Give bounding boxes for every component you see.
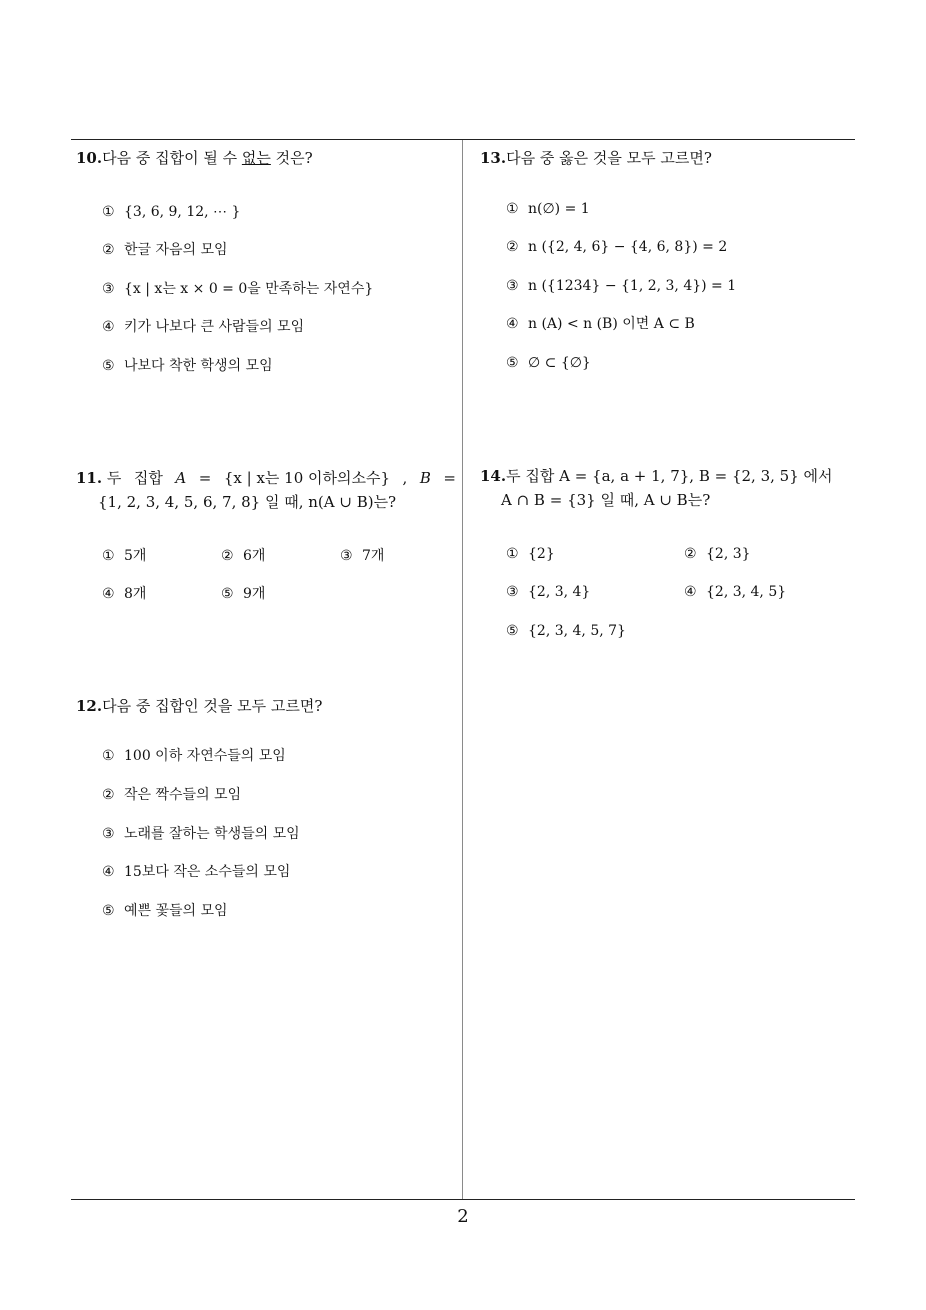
option-3[interactable] — [102, 824, 300, 844]
option-mark: ④ — [506, 316, 519, 332]
option-text: 8개 — [124, 586, 147, 602]
prompt-text: 두 집합 A = {a, a + 1, 7}, B = {2, 3, 5} 에서 — [506, 467, 833, 485]
option-text: {x | x는 x × 0 = 0을 만족하는 자연수} — [124, 281, 374, 297]
option-text: n ({1234} − {1, 2, 3, 4}) = 1 — [528, 278, 737, 294]
option-text: 9개 — [243, 586, 266, 602]
question-14-prompt-line-2: A ∩ B = {3} 일 때, A ∪ B는? — [501, 491, 711, 509]
question-14 — [480, 464, 856, 654]
option-mark: ③ — [506, 584, 519, 600]
option-text: 7개 — [362, 548, 385, 564]
option-text: {2, 3, 4, 5} — [706, 584, 787, 600]
option-mark: ⑤ — [102, 358, 115, 374]
prompt-text: 것은? — [270, 149, 313, 167]
prompt-text: 다음 중 집합이 될 수 — [102, 149, 242, 167]
option-mark: ③ — [102, 826, 115, 842]
option-mark: ③ — [340, 548, 353, 564]
question-11-prompt-line-2: {1, 2, 3, 4, 5, 6, 7, 8} 일 때, n(A ∪ B)는? — [98, 493, 397, 511]
option-mark: ① — [506, 546, 519, 562]
column-divider — [462, 140, 463, 1199]
prompt-token: = — [198, 469, 212, 487]
option-text: 5개 — [124, 548, 147, 564]
question-number: 14. — [480, 467, 507, 485]
option-mark: ② — [102, 787, 115, 803]
option-mark: ② — [102, 242, 115, 258]
option-2[interactable] — [102, 785, 241, 805]
option-mark: ⑤ — [102, 903, 115, 919]
prompt-token: A — [175, 469, 187, 487]
option-5[interactable] — [102, 901, 228, 921]
option-mark: ④ — [102, 319, 115, 335]
option-text: 노래를 잘하는 학생들의 모임 — [124, 826, 300, 842]
prompt-token: {x | x는 10 이하의소수} — [223, 469, 391, 487]
option-mark: ② — [684, 546, 697, 562]
option-text: 15보다 작은 소수들의 모임 — [124, 864, 291, 880]
top-rule — [71, 139, 855, 140]
bottom-rule — [71, 1199, 855, 1200]
option-text: 한글 자음의 모임 — [124, 242, 228, 258]
question-number: 12. — [76, 697, 103, 715]
prompt-token: = — [443, 469, 456, 487]
option-1[interactable] — [102, 546, 146, 566]
option-4[interactable] — [102, 317, 304, 337]
option-text: 100 이하 자연수들의 모임 — [124, 748, 286, 764]
option-text: {2, 3, 4} — [528, 584, 591, 600]
option-4[interactable] — [102, 584, 146, 604]
question-10-prompt — [76, 146, 456, 170]
option-3[interactable] — [506, 276, 736, 296]
option-mark: ⑤ — [506, 355, 519, 371]
option-text: {3, 6, 9, 12, ⋯ } — [124, 204, 241, 220]
option-text: {2, 3, 4, 5, 7} — [528, 623, 626, 639]
prompt-token: B — [419, 469, 431, 487]
question-10 — [76, 146, 456, 386]
prompt-emphasis: 없는 — [241, 149, 271, 167]
option-text: {2, 3} — [706, 546, 751, 562]
option-mark: ④ — [102, 864, 115, 880]
question-14-prompt-line-1 — [480, 464, 856, 488]
option-5[interactable] — [506, 621, 626, 641]
option-4[interactable] — [102, 862, 290, 882]
option-text: 나보다 착한 학생의 모임 — [124, 358, 273, 374]
option-5[interactable] — [102, 356, 273, 376]
option-1[interactable] — [102, 746, 286, 766]
option-text: 6개 — [243, 548, 266, 564]
question-12 — [76, 694, 456, 934]
option-mark: ⑤ — [506, 623, 519, 639]
option-mark: ① — [102, 204, 115, 220]
option-3[interactable] — [102, 279, 373, 299]
option-mark: ④ — [102, 586, 115, 602]
option-text: n(∅) = 1 — [528, 201, 590, 217]
option-text: {2} — [528, 546, 555, 562]
option-mark: ④ — [684, 584, 697, 600]
option-2[interactable] — [506, 237, 727, 257]
option-1[interactable] — [506, 199, 590, 219]
question-number: 11. — [76, 469, 103, 487]
option-text: 예쁜 꽃들의 모임 — [124, 903, 228, 919]
option-mark: ② — [506, 239, 519, 255]
option-3[interactable] — [340, 546, 384, 566]
option-mark: ⑤ — [221, 586, 234, 602]
prompt-text: 다음 중 집합인 것을 모두 고르면? — [102, 697, 323, 715]
option-text: 키가 나보다 큰 사람들의 모임 — [124, 319, 305, 335]
option-4[interactable] — [684, 582, 786, 602]
page-number: 2 — [457, 1206, 469, 1227]
prompt-text: 두 — [106, 469, 122, 487]
option-mark: ① — [102, 548, 115, 564]
question-number: 13. — [480, 149, 507, 167]
option-mark: ① — [506, 201, 519, 217]
prompt-token — [76, 466, 121, 490]
option-mark: ② — [221, 548, 234, 564]
question-11-prompt-line-1 — [76, 466, 456, 490]
question-number: 10. — [76, 149, 103, 167]
option-mark: ③ — [102, 281, 115, 297]
question-13 — [480, 146, 856, 386]
option-text: 작은 짝수들의 모임 — [124, 787, 242, 803]
question-12-prompt — [76, 694, 456, 718]
question-11 — [76, 466, 456, 616]
option-mark: ③ — [506, 278, 519, 294]
prompt-token: 집합 — [133, 469, 163, 487]
option-text: n (A) < n (B) 이면 A ⊂ B — [528, 316, 695, 332]
option-text: n ({2, 4, 6} − {4, 6, 8}) = 2 — [528, 239, 728, 255]
prompt-token: , — [402, 469, 408, 487]
option-5[interactable] — [506, 353, 591, 373]
option-text: ∅ ⊂ {∅} — [528, 355, 591, 371]
option-4[interactable] — [506, 314, 695, 334]
option-2[interactable] — [684, 544, 751, 564]
option-5[interactable] — [221, 584, 265, 604]
question-13-prompt — [480, 146, 856, 170]
option-mark: ① — [102, 748, 115, 764]
prompt-text: 다음 중 옳은 것을 모두 고르면? — [506, 149, 712, 167]
option-2[interactable] — [221, 546, 265, 566]
option-1[interactable] — [506, 544, 555, 564]
option-1[interactable] — [102, 202, 240, 222]
option-3[interactable] — [506, 582, 590, 602]
option-2[interactable] — [102, 240, 228, 260]
